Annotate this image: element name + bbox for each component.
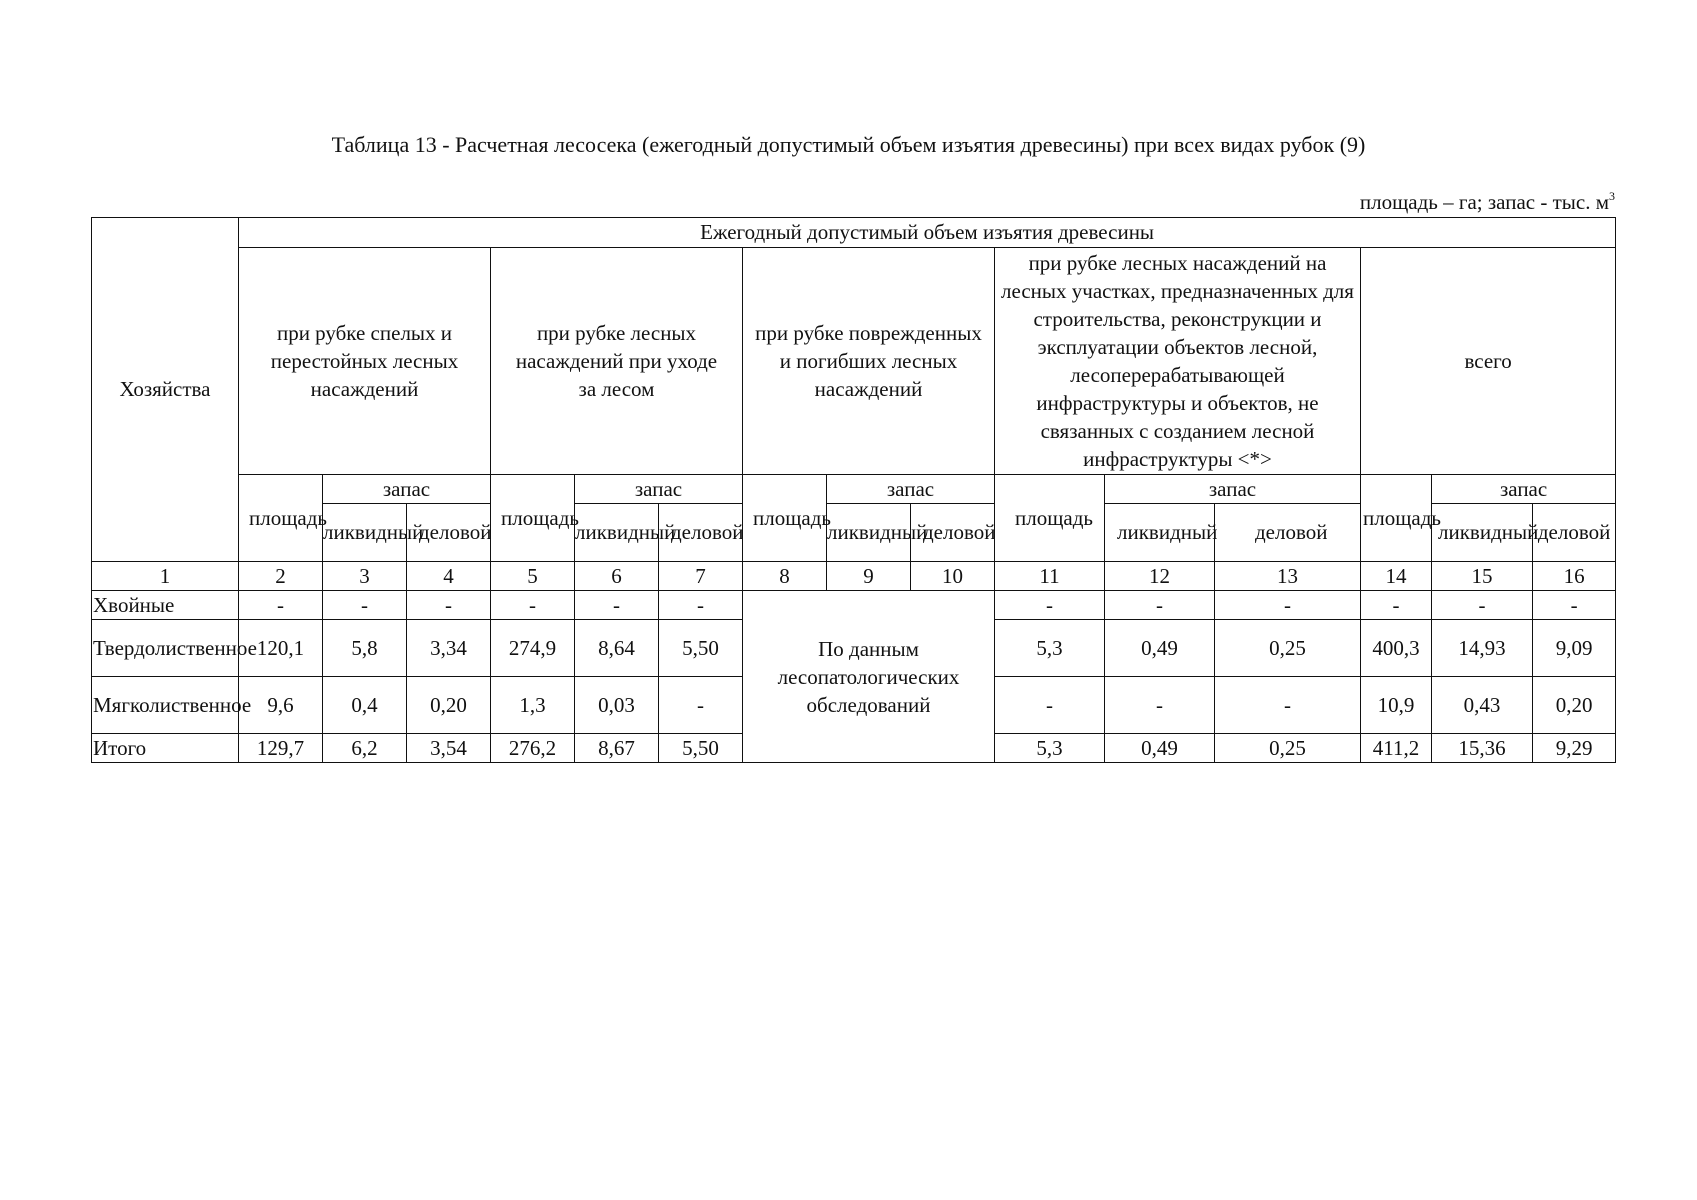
units-note: [1360, 189, 1615, 215]
header-liquid-2: ликвидный: [575, 504, 659, 562]
header-business-4: деловой: [1215, 504, 1361, 562]
column-number: 11: [995, 562, 1105, 591]
table-cell: -: [1215, 591, 1361, 620]
header-group-damaged: при рубке поврежденных и погибших лесных насаждений: [743, 248, 995, 475]
header-business-2: деловой: [659, 504, 743, 562]
header-area-4: площадь: [995, 475, 1105, 562]
header-group-care: при рубке лесных насаждений при уходе за лесом: [491, 248, 743, 475]
table-cell: 120,1: [239, 620, 323, 677]
header-liquid-3: ликвидный: [827, 504, 911, 562]
table-cell: -: [407, 591, 491, 620]
table-cell: 0,4: [323, 677, 407, 734]
header-group-total: всего: [1361, 248, 1616, 475]
table-cell: 0,43: [1432, 677, 1533, 734]
header-top: Ежегодный допустимый объем изъятия древесины: [239, 218, 1616, 248]
column-number: 12: [1105, 562, 1215, 591]
table-cell: -: [1105, 677, 1215, 734]
column-number: 8: [743, 562, 827, 591]
table-cell: 8,64: [575, 620, 659, 677]
header-business-5: деловой: [1533, 504, 1616, 562]
table-cell: -: [239, 591, 323, 620]
table-cell: 15,36: [1432, 734, 1533, 763]
table-cell: 5,50: [659, 734, 743, 763]
header-stock-5: запас: [1432, 475, 1616, 504]
column-number: 14: [1361, 562, 1432, 591]
header-group-construction: при рубке лесных насаждений на лесных участках, предназначенных для строительства, реконструкции и эксплуатации объектов лесной, лесоперерабатывающей инфраструктуры и объектов, не связанных с созданием лесной инфраструктуры <*>: [995, 248, 1361, 475]
table-cell: 3,34: [407, 620, 491, 677]
table-cell: -: [1432, 591, 1533, 620]
table-cell: 0,20: [407, 677, 491, 734]
table-cell: -: [659, 677, 743, 734]
header-business-1: деловой: [407, 504, 491, 562]
units-superscript: 3: [1609, 189, 1615, 203]
table-cell: 8,67: [575, 734, 659, 763]
table-cell: 0,20: [1533, 677, 1616, 734]
header-stock-4: запас: [1105, 475, 1361, 504]
table-cell: 9,6: [239, 677, 323, 734]
column-number: 5: [491, 562, 575, 591]
table-cell: 5,3: [995, 620, 1105, 677]
column-number: 16: [1533, 562, 1616, 591]
units-text: площадь – га; запас - тыс. м: [1359, 190, 1609, 214]
table-cell: -: [491, 591, 575, 620]
column-number: 3: [323, 562, 407, 591]
header-stock-1: запас: [323, 475, 491, 504]
column-number: 7: [659, 562, 743, 591]
table-cell: 1,3: [491, 677, 575, 734]
table-cell: -: [1215, 677, 1361, 734]
table-row: [92, 591, 1616, 620]
table-cell: 411,2: [1361, 734, 1432, 763]
table-cell: 129,7: [239, 734, 323, 763]
header-group-mature: при рубке спелых и перестойных лесных насаждений: [239, 248, 491, 475]
column-number: 9: [827, 562, 911, 591]
table-cell: 0,03: [575, 677, 659, 734]
header-area-5: площадь: [1361, 475, 1432, 562]
table-cell: -: [323, 591, 407, 620]
table-cell: -: [659, 591, 743, 620]
header-liquid-5: ликвидный: [1432, 504, 1533, 562]
row-label: Хвойные: [92, 591, 239, 620]
header-area-1: площадь: [239, 475, 323, 562]
table-cell: 400,3: [1361, 620, 1432, 677]
table-cell: 9,09: [1533, 620, 1616, 677]
column-number: 1: [92, 562, 239, 591]
column-number: 10: [911, 562, 995, 591]
header-liquid-1: ликвидный: [323, 504, 407, 562]
table-cell: 9,29: [1533, 734, 1616, 763]
table-cell: 0,25: [1215, 620, 1361, 677]
table-cell: -: [1361, 591, 1432, 620]
table-caption: Таблица 13 - Расчетная лесосека (ежегодный допустимый объем изъятия древесины) при всех видах рубок (9): [331, 132, 1366, 157]
column-number: 13: [1215, 562, 1361, 591]
table-cell: -: [1105, 591, 1215, 620]
table-cell: 5,3: [995, 734, 1105, 763]
header-area-3: площадь: [743, 475, 827, 562]
table-cell: 0,49: [1105, 620, 1215, 677]
column-number: 4: [407, 562, 491, 591]
table-cell: -: [995, 591, 1105, 620]
row-label: Твердолиственное: [92, 620, 239, 677]
header-stock-2: запас: [575, 475, 743, 504]
table-cell: 14,93: [1432, 620, 1533, 677]
column-number: 6: [575, 562, 659, 591]
header-stock-3: запас: [827, 475, 995, 504]
table-cell: 5,8: [323, 620, 407, 677]
allowable-cut-table: [91, 217, 1616, 763]
header-farms: Хозяйства: [92, 218, 239, 562]
row-label: Мягколиственное: [92, 677, 239, 734]
row-label: Итого: [92, 734, 239, 763]
table-cell: 0,49: [1105, 734, 1215, 763]
header-business-3: деловой: [911, 504, 995, 562]
column-number: 15: [1432, 562, 1533, 591]
table-cell: -: [575, 591, 659, 620]
table-cell: 10,9: [1361, 677, 1432, 734]
table-cell: 3,54: [407, 734, 491, 763]
table-cell: 6,2: [323, 734, 407, 763]
table-cell: 0,25: [1215, 734, 1361, 763]
table-cell: 274,9: [491, 620, 575, 677]
table-cell: -: [1533, 591, 1616, 620]
table-cell: 276,2: [491, 734, 575, 763]
merged-note-cell: По данным лесопатологических обследований: [743, 591, 995, 763]
table-cell: -: [995, 677, 1105, 734]
header-area-2: площадь: [491, 475, 575, 562]
column-numbers-row: [92, 562, 1616, 591]
table-cell: 5,50: [659, 620, 743, 677]
column-number: 2: [239, 562, 323, 591]
header-liquid-4: ликвидный: [1105, 504, 1215, 562]
